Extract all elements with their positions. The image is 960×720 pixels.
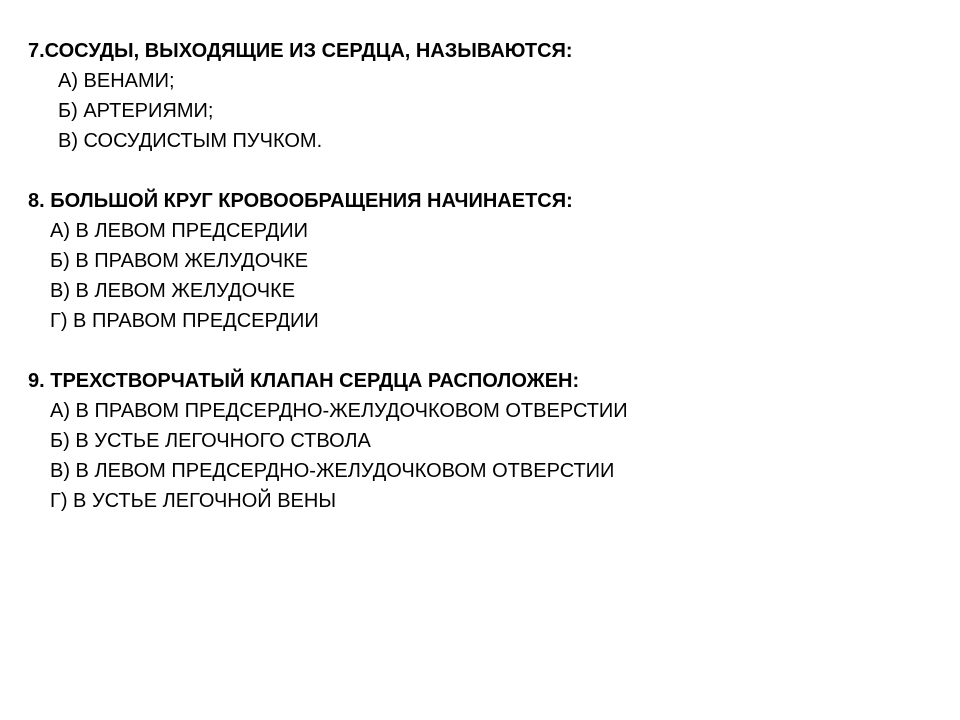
answer-option-b: Б) В УСТЬЕ ЛЕГОЧНОГО СТВОЛА — [50, 430, 371, 452]
answer-option-b: Б) В ПРАВОМ ЖЕЛУДОЧКЕ — [50, 250, 309, 272]
question-7 — [28, 36, 928, 156]
question-title: 9. ТРЕХСТВОРЧАТЫЙ КЛАПАН СЕРДЦА РАСПОЛОЖЕН: — [28, 370, 580, 392]
quiz-content — [28, 36, 928, 546]
question-8 — [28, 186, 928, 336]
answer-option-b: Б) АРТЕРИЯМИ; — [58, 100, 214, 122]
answer-option-a: А) ВЕНАМИ; — [58, 70, 175, 92]
answer-option-a: А) В ЛЕВОМ ПРЕДСЕРДИИ — [50, 220, 309, 242]
answer-option-g: Г) В УСТЬЕ ЛЕГОЧНОЙ ВЕНЫ — [50, 490, 337, 512]
answer-option-a: А) В ПРАВОМ ПРЕДСЕРДНО-ЖЕЛУДОЧКОВОМ ОТВЕРСТИИ — [50, 400, 628, 422]
answer-option-v: В) В ЛЕВОМ ЖЕЛУДОЧКЕ — [50, 280, 296, 302]
answer-option-v: В) В ЛЕВОМ ПРЕДСЕРДНО-ЖЕЛУДОЧКОВОМ ОТВЕРСТИИ — [50, 460, 615, 482]
answer-option-v: В) СОСУДИСТЫМ ПУЧКОМ. — [58, 130, 323, 152]
question-9 — [28, 366, 928, 516]
question-title: 7.СОСУДЫ, ВЫХОДЯЩИЕ ИЗ СЕРДЦА, НАЗЫВАЮТСЯ: — [28, 40, 573, 62]
question-title: 8. БОЛЬШОЙ КРУГ КРОВООБРАЩЕНИЯ НАЧИНАЕТСЯ: — [28, 190, 573, 212]
answer-option-g: Г) В ПРАВОМ ПРЕДСЕРДИИ — [50, 310, 319, 332]
